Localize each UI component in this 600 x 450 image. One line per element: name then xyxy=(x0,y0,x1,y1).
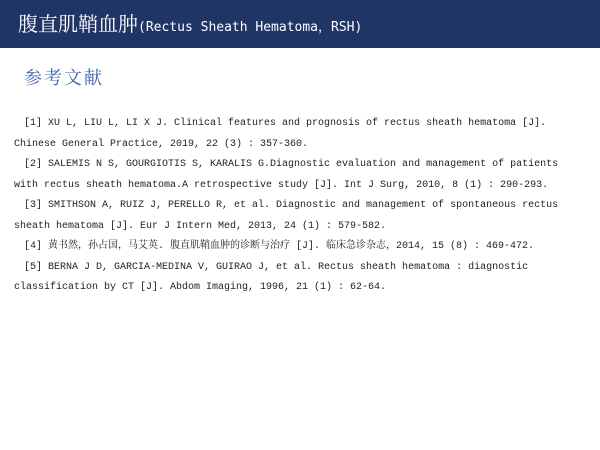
reference-item: [1] XU L, LIU L, LI X J. Clinical features and prognosis of rectus sheath hematoma [J]. Chinese General Practice, 2019, 22 (3) : 357-360. xyxy=(14,118,547,150)
reference-item: [3] SMITHSON A, RUIZ J, PERELLO R, et al. Diagnostic and management of spontaneous rectus sheath hematoma [J]. Eur J Intern Med, 2013, 24 (1) : 579-582. xyxy=(14,200,559,232)
reference-item: [4] 黄书然，孙占国，马艾英. 腹直肌鞘血肿的诊断与治疗 [J]. 临床急诊杂志，2014, 15 (8) : 469-472. xyxy=(24,241,535,252)
slide-title-english: (Rectus Sheath Hematoma，RSH) xyxy=(138,20,363,35)
slide-title xyxy=(18,11,362,41)
references-heading: 参考文献 xyxy=(24,68,104,89)
slide-title-chinese: 腹直肌鞘血肿 xyxy=(18,12,138,36)
reference-item: [5] BERNA J D, GARCIA-MEDINA V, GUIRAO J, et al. Rectus sheath hematoma : diagnostic classification by CT [J]. Abdom Imaging, 1996, 21 (1) : 62-64. xyxy=(14,261,529,293)
title-bar xyxy=(0,0,600,48)
reference-list xyxy=(14,114,580,299)
reference-item: [2] SALEMIS N S, GOURGIOTIS S, KARALIS G.Diagnostic evaluation and management of patients with rectus sheath hematoma.A retrospective study [J]. Int J Surg, 2010, 8 (1) : 290-293. xyxy=(14,159,559,191)
